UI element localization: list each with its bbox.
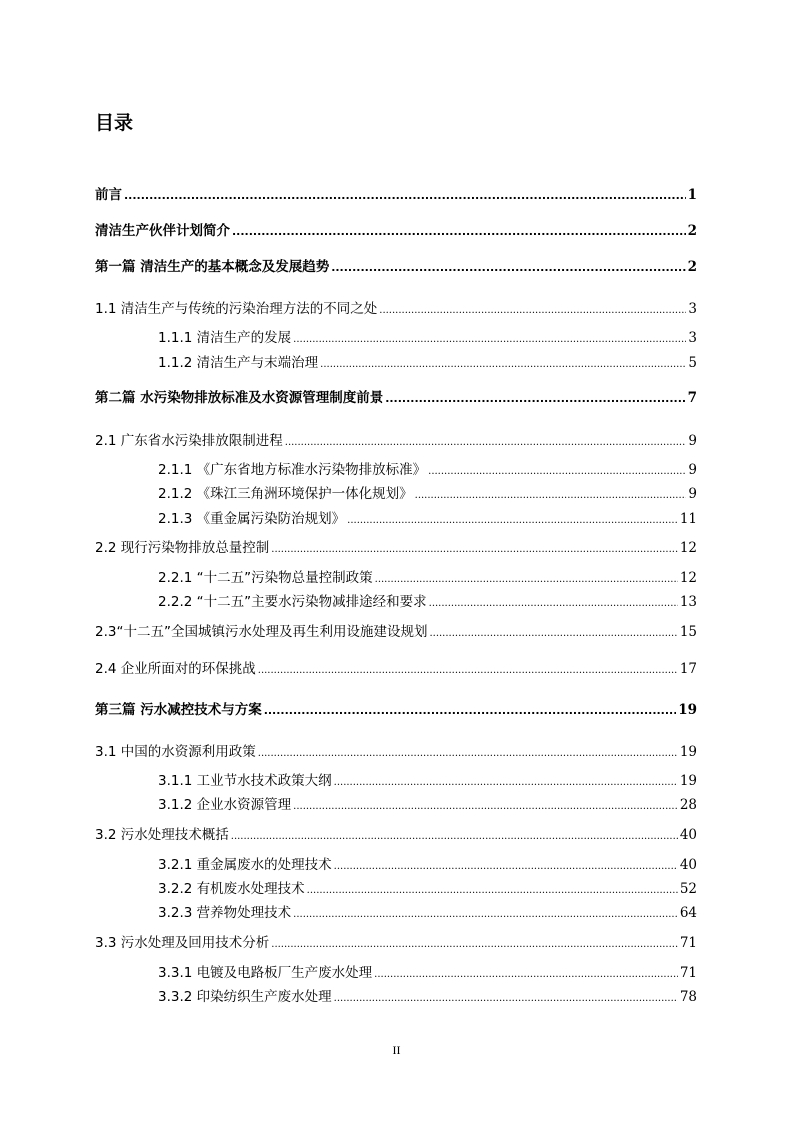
toc-entry-label: 3.1 中国的水资源利用政策 bbox=[95, 744, 256, 760]
toc-entry-page: 13 bbox=[679, 594, 697, 610]
toc-entry-label: 3.2.1 重金属废水的处理技术 bbox=[158, 857, 332, 873]
toc-entry[interactable] bbox=[95, 620, 697, 640]
toc-entry[interactable] bbox=[95, 429, 697, 449]
toc-entry-label: 3.2.3 营养物处理技术 bbox=[158, 905, 292, 921]
toc-dot-leader bbox=[293, 801, 678, 812]
toc-entry[interactable] bbox=[95, 255, 697, 275]
toc-entry-page: 2 bbox=[687, 259, 697, 275]
toc-dot-leader bbox=[334, 861, 678, 872]
toc-entry-page: 40 bbox=[679, 857, 697, 873]
toc-entry-label: 2.3“十二五”全国城镇污水处理及再生利用设施建设规划 bbox=[95, 624, 428, 640]
toc-entry[interactable] bbox=[158, 507, 697, 527]
toc-entry-page: 40 bbox=[679, 827, 697, 843]
page-number: II bbox=[392, 1043, 401, 1057]
toc-entry-label: 3.2 污水处理技术概括 bbox=[95, 827, 229, 843]
toc-dot-leader bbox=[293, 334, 686, 345]
toc-entry-page: 52 bbox=[679, 881, 697, 897]
toc-entry-label: 清洁生产伙伴计划简介 bbox=[95, 223, 230, 239]
toc-entry-label: 2.1.1 《广东省地方标准水污染物排放标准》 bbox=[158, 462, 427, 478]
toc-dot-leader bbox=[334, 993, 678, 1004]
toc-entry-page: 19 bbox=[678, 702, 697, 718]
toc-entry-page: 19 bbox=[679, 744, 697, 760]
toc-entry-page: 28 bbox=[679, 797, 697, 813]
toc-entry-page: 78 bbox=[679, 989, 697, 1005]
toc-entry[interactable] bbox=[95, 219, 697, 239]
toc-entry-label: 3.3.1 电镀及电路板厂生产废水处理 bbox=[158, 965, 373, 981]
toc-entry-page: 17 bbox=[679, 661, 697, 677]
toc-entry[interactable] bbox=[95, 297, 697, 317]
toc-entry-page: 71 bbox=[679, 935, 697, 951]
toc-entry[interactable] bbox=[158, 853, 697, 873]
toc-entry-label: 2.2.1 “十二五”污染物总量控制政策 bbox=[158, 570, 373, 586]
toc-dot-leader bbox=[385, 392, 685, 405]
toc-dot-leader bbox=[379, 305, 686, 316]
toc-dot-leader bbox=[374, 969, 678, 980]
toc-dot-leader bbox=[271, 544, 678, 555]
toc-entry-label: 第三篇 污水减控技术与方案 bbox=[95, 702, 262, 718]
toc-entry-label: 前言 bbox=[95, 187, 122, 203]
toc-entry-page: 7 bbox=[687, 390, 697, 406]
toc-entry[interactable] bbox=[158, 458, 697, 478]
toc-entry-label: 1.1 清洁生产与传统的污染治理方法的不同之处 bbox=[95, 301, 378, 317]
toc-dot-leader bbox=[307, 885, 678, 896]
toc-entry-page: 12 bbox=[679, 570, 697, 586]
toc-entry-label: 2.2.2 “十二五”主要水污染物减排途经和要求 bbox=[158, 594, 427, 610]
toc-entry[interactable] bbox=[95, 657, 697, 677]
toc-dot-leader bbox=[258, 665, 678, 676]
toc-entry[interactable] bbox=[158, 326, 697, 346]
toc-dot-leader bbox=[331, 261, 685, 274]
toc-entry[interactable] bbox=[95, 931, 697, 951]
toc-entry[interactable] bbox=[158, 351, 697, 371]
toc-dot-leader bbox=[375, 574, 678, 585]
toc-entry-page: 1 bbox=[687, 187, 697, 203]
toc-entry-page: 3 bbox=[688, 330, 697, 346]
toc-dot-leader bbox=[124, 189, 686, 202]
toc-entry[interactable] bbox=[158, 590, 697, 610]
toc-dot-leader bbox=[320, 359, 686, 370]
toc-entry-label: 3.3.2 印染纺织生产废水处理 bbox=[158, 989, 332, 1005]
toc-entry-page: 3 bbox=[688, 301, 697, 317]
page-title: 目录 bbox=[95, 112, 134, 134]
toc-entry-page: 71 bbox=[679, 965, 697, 981]
toc-entry[interactable] bbox=[158, 877, 697, 897]
toc-dot-leader bbox=[428, 466, 686, 477]
toc-entry-page: 9 bbox=[688, 433, 697, 449]
toc-entry[interactable] bbox=[95, 536, 697, 556]
toc-entry[interactable] bbox=[95, 183, 697, 203]
toc-entry-page: 19 bbox=[679, 773, 697, 789]
toc-entry-page: 11 bbox=[679, 511, 697, 527]
toc-entry-label: 2.4 企业所面对的环保挑战 bbox=[95, 661, 256, 677]
toc-entry-label: 3.3 污水处理及回用技术分析 bbox=[95, 935, 270, 951]
toc-entry[interactable] bbox=[158, 793, 697, 813]
toc-entry[interactable] bbox=[158, 901, 697, 921]
toc-entry-label: 1.1.2 清洁生产与末端治理 bbox=[158, 355, 319, 371]
toc-dot-leader bbox=[429, 598, 678, 609]
toc-entry-page: 12 bbox=[679, 540, 697, 556]
toc-entry[interactable] bbox=[158, 482, 697, 502]
toc-entry-label: 3.1.2 企业水资源管理 bbox=[158, 797, 292, 813]
toc-entry-label: 2.2 现行污染物排放总量控制 bbox=[95, 540, 270, 556]
toc-entry[interactable] bbox=[158, 769, 697, 789]
toc-dot-leader bbox=[347, 515, 678, 526]
toc-entry-label: 第一篇 清洁生产的基本概念及发展趋势 bbox=[95, 259, 330, 275]
toc-entry-page: 9 bbox=[688, 462, 697, 478]
toc-dot-leader bbox=[285, 437, 687, 448]
toc-entry[interactable] bbox=[95, 823, 697, 843]
toc-dot-leader bbox=[258, 748, 678, 759]
toc-dot-leader bbox=[429, 628, 677, 639]
toc-entry-label: 3.1.1 工业节水技术政策大纲 bbox=[158, 773, 332, 789]
toc-entry-label: 2.1.3 《重金属污染防治规划》 bbox=[158, 511, 346, 527]
toc-entry-label: 3.2.2 有机废水处理技术 bbox=[158, 881, 305, 897]
toc-dot-leader bbox=[232, 225, 686, 238]
toc-dot-leader bbox=[415, 490, 687, 501]
toc-entry[interactable] bbox=[158, 566, 697, 586]
toc-entry-label: 2.1.2 《珠江三角洲环境保护一体化规划》 bbox=[158, 486, 413, 502]
toc-entry[interactable] bbox=[95, 386, 697, 406]
toc-dot-leader bbox=[271, 939, 678, 950]
toc-entry-label: 第二篇 水污染物排放标准及水资源管理制度前景 bbox=[95, 390, 384, 406]
toc-entry[interactable] bbox=[95, 698, 697, 718]
toc-entry-page: 64 bbox=[679, 905, 697, 921]
toc-entry[interactable] bbox=[158, 961, 697, 981]
toc-entry-label: 1.1.1 清洁生产的发展 bbox=[158, 330, 292, 346]
toc-entry[interactable] bbox=[95, 740, 697, 760]
toc-dot-leader bbox=[231, 831, 678, 842]
toc-entry-page: 2 bbox=[687, 223, 697, 239]
toc-entry-label: 2.1 广东省水污染排放限制进程 bbox=[95, 433, 283, 449]
toc-dot-leader bbox=[334, 777, 678, 788]
toc-dot-leader bbox=[264, 704, 677, 717]
toc-dot-leader bbox=[293, 909, 678, 920]
toc-entry-page: 15 bbox=[679, 624, 697, 640]
toc-entry[interactable] bbox=[158, 985, 697, 1005]
toc-entry-page: 5 bbox=[688, 355, 697, 371]
toc-entry-page: 9 bbox=[688, 486, 697, 502]
